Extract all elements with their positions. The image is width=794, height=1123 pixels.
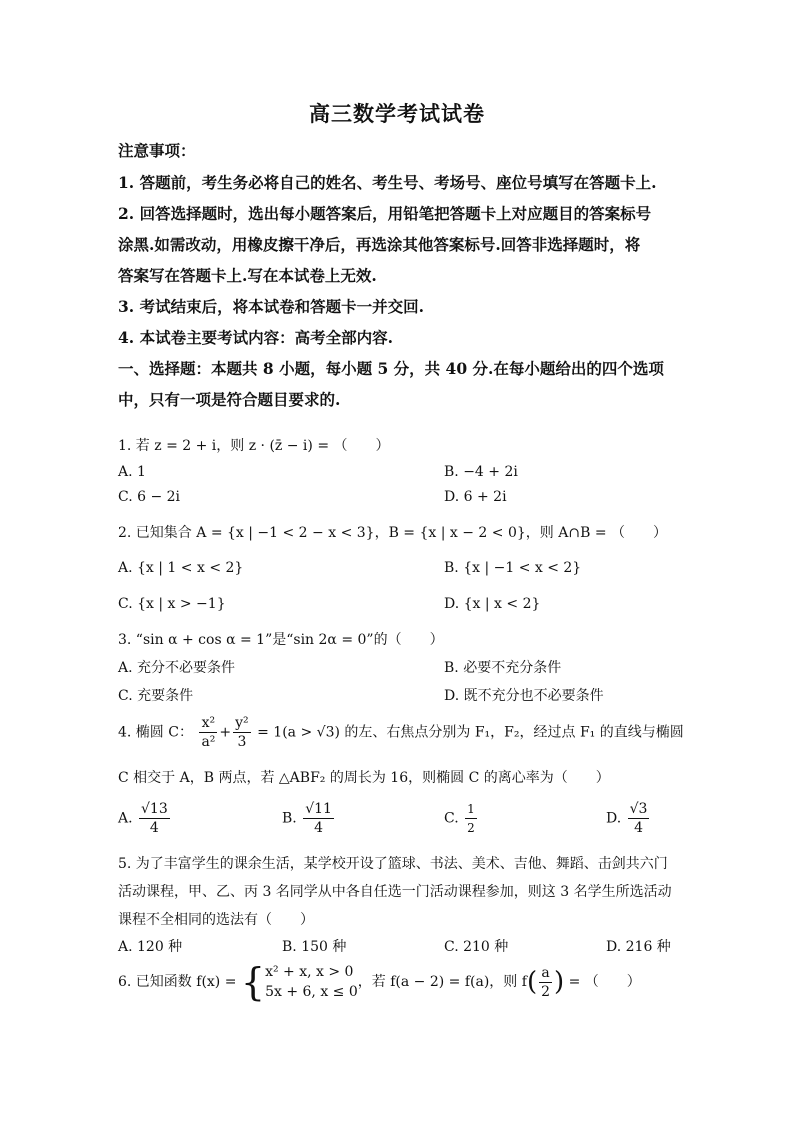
question-5-line-1: 5. 为了丰富学生的课余生活，某学校开设了篮球、书法、美术、吉他、舞蹈、击剑共六门 — [118, 856, 668, 872]
question-6-prefix: 6. 已知函数 f(x) = — [118, 974, 237, 990]
notice-line-3: 涂黑.如需改动，用橡皮擦干净后，再选涂其他答案标号.回答非选择题时，将 — [118, 235, 641, 254]
notice-line-5: 3. 考试结束后，将本试卷和答题卡一并交回. — [118, 297, 424, 316]
question-2-option-b: B. {x | −1 < x < 2} — [444, 560, 582, 576]
piecewise-case-1: x² + x, x > 0 — [265, 964, 354, 980]
question-6-tail: = （ ） — [564, 974, 641, 990]
question-5-line-2: 活动课程，甲、乙、丙 3 名同学从中各自任选一门活动课程参加，则这 3 名学生所选活动 — [118, 884, 672, 900]
question-3-option-d: D. 既不充分也不必要条件 — [444, 688, 604, 704]
question-1-stem: 1. 若 z = 2 + i，则 z · (z̄ − i) = （ ） — [118, 438, 390, 454]
question-3-option-a: A. 充分不必要条件 — [118, 660, 236, 676]
question-3-stem: 3. “sin α + cos α = 1”是“sin 2α = 0”的（ ） — [118, 632, 444, 648]
question-2-option-d: D. {x | x < 2} — [444, 596, 541, 612]
question-3-option-c: C. 充要条件 — [118, 688, 194, 704]
fraction-y: $\frac{\text{y²}}{3}$ — [235, 715, 249, 750]
question-4-prefix: 4. 椭圆 C： — [118, 724, 193, 741]
question-6-stem: 6. 已知函数 f(x) = { x² + x, x > 0 5x + 6, x ≤ 0 ，若 f(a − 2) = f(a)，则 f( $\frac{a}{2}$ ) = （ ） — [118, 960, 641, 1004]
question-4-option-a: A. $\frac{√13}{4}$ — [118, 801, 168, 836]
question-4-eq-tail: = 1(a > √3) — [252, 724, 345, 741]
notice-line-4: 答案写在答题卡上.写在本试卷上无效. — [118, 266, 377, 285]
notice-line-1: 1. 答题前，考生务必将自己的姓名、考生号、考场号、座位号填写在答题卡上. — [118, 173, 657, 192]
fraction-a-over-2: $\frac{a}{2}$ — [541, 964, 551, 1000]
question-5-option-a: A. 120 种 — [118, 939, 183, 955]
question-6-suffix: ，若 f(a − 2) = f(a)，则 f — [357, 974, 527, 990]
question-2-stem: 2. 已知集合 A = {x | −1 < 2 − x < 3}，B = {x | x − 2 < 0}，则 A∩B = （ ） — [118, 525, 667, 541]
piecewise-case-2: 5x + 6, x ≤ 0 — [265, 984, 358, 1000]
question-1-option-d: D. 6 + 2i — [444, 489, 507, 505]
question-4-suffix: 的左、右焦点分别为 F₁，F₂，经过点 F₁ 的直线与椭圆 — [344, 724, 684, 741]
question-4-stem-line-2: C 相交于 A，B 两点，若 △ABF₂ 的周长为 16，则椭圆 C 的离心率为（ ） — [118, 770, 610, 786]
notice-line-2: 2. 回答选择题时，选出每小题答案后，用铅笔把答题卡上对应题目的答案标号 — [118, 204, 652, 223]
question-4-stem: 4. 椭圆 C： $\frac{\text{x²}}{\text{a²}}$ + $\frac{\text{y²}}{3}$ = 1(a > √3) 的左、右焦点分别为 F₁，F₂，经过点 F₁ 的直线与椭圆 — [118, 715, 684, 750]
question-2-option-c: C. {x | x > −1} — [118, 596, 226, 612]
question-5-option-d: D. 216 种 — [606, 939, 671, 955]
question-1-option-c: C. 6 − 2i — [118, 489, 181, 505]
question-4-option-c: C. $\frac{1}{2}$ — [444, 802, 475, 835]
notice-heading: 注意事项： — [118, 141, 196, 160]
left-brace-icon: { — [240, 960, 266, 1004]
piecewise-cases — [265, 962, 358, 1002]
question-4-option-b: B. $\frac{√11}{4}$ — [282, 801, 332, 836]
question-5-option-c: C. 210 种 — [444, 939, 509, 955]
question-1-option-a: A. 1 — [118, 464, 146, 480]
question-1-option-b: B. −4 + 2i — [444, 464, 518, 480]
question-3-option-b: B. 必要不充分条件 — [444, 660, 562, 676]
notice-line-6: 4. 本试卷主要考试内容：高考全部内容. — [118, 328, 393, 347]
question-4-option-d: D. $\frac{√3}{4}$ — [606, 801, 648, 836]
question-5-option-b: B. 150 种 — [282, 939, 347, 955]
section-heading-line-1: 一、选择题：本题共 8 小题，每小题 5 分，共 40 分.在每小题给出的四个选项 — [118, 359, 664, 378]
fraction-x: $\frac{\text{x²}}{\text{a²}}$ — [201, 715, 216, 750]
question-2-option-a: A. {x | 1 < x < 2} — [118, 560, 244, 576]
section-heading-line-2: 中，只有一项是符合题目要求的. — [118, 390, 341, 409]
question-5-line-3: 课程不全相同的选法有（ ） — [118, 912, 314, 928]
page-title: 高三数学考试试卷 — [309, 101, 485, 126]
